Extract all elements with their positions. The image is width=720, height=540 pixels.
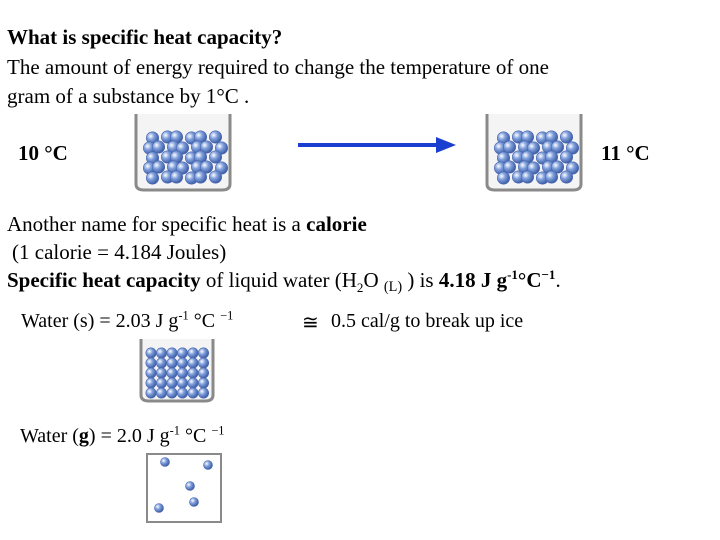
water-molecule bbox=[209, 131, 221, 143]
liquid-water-line bbox=[7, 268, 561, 296]
gas-unit-c: °C bbox=[179, 425, 212, 447]
water-molecule bbox=[146, 172, 158, 184]
phase-liquid: (L) bbox=[383, 279, 403, 295]
water-molecule bbox=[204, 461, 213, 470]
water-molecule bbox=[560, 131, 572, 143]
water-molecule bbox=[198, 348, 208, 358]
water-molecule bbox=[155, 504, 164, 513]
liquid-value: 4.18 J g bbox=[438, 268, 508, 292]
water-molecule bbox=[503, 141, 515, 153]
water-molecule bbox=[152, 141, 164, 153]
water-molecule bbox=[188, 358, 198, 368]
water-molecule bbox=[560, 151, 572, 163]
gas-exp-2: −1 bbox=[211, 423, 225, 438]
definition-line-2: gram of a substance by 1°C . bbox=[7, 84, 250, 108]
water-molecule bbox=[161, 458, 170, 467]
container-gas bbox=[145, 452, 223, 524]
gas-label-a: Water ( bbox=[20, 425, 79, 447]
definition-line-1: The amount of energy required to change the temperature of one bbox=[7, 55, 549, 79]
right-arrow-icon bbox=[298, 135, 458, 155]
water-molecule bbox=[167, 368, 177, 378]
temperature-end: 11 °C bbox=[601, 141, 650, 165]
water-molecule bbox=[146, 358, 156, 368]
question-heading: What is specific heat capacity? bbox=[7, 25, 283, 49]
specific-heat-term: Specific heat capacity bbox=[7, 268, 201, 292]
calorie-conversion: (1 calorie = 4.184 Joules) bbox=[12, 240, 227, 264]
water-molecule bbox=[521, 171, 533, 183]
water-molecule bbox=[156, 348, 166, 358]
water-molecule bbox=[177, 368, 187, 378]
water-molecule bbox=[167, 378, 177, 388]
gas-label-g: g bbox=[78, 425, 89, 447]
beaker-liquid-after bbox=[483, 112, 585, 192]
water-molecule bbox=[194, 171, 206, 183]
water-molecule bbox=[209, 171, 221, 183]
calorie-prefix: Another name for specific heat is a bbox=[7, 212, 307, 236]
calorie-term: calorie bbox=[306, 212, 367, 236]
water-molecule bbox=[198, 388, 208, 398]
water-molecule bbox=[146, 378, 156, 388]
liquid-unit-c: °C bbox=[517, 268, 542, 292]
water-molecule bbox=[156, 368, 166, 378]
water-molecule bbox=[177, 358, 187, 368]
liquid-exp-1: -1 bbox=[507, 267, 518, 282]
water-molecule bbox=[188, 378, 198, 388]
calorie-line bbox=[7, 212, 367, 237]
water-molecule bbox=[146, 388, 156, 398]
water-molecule bbox=[545, 171, 557, 183]
water-molecule bbox=[146, 368, 156, 378]
solid-exp-1: -1 bbox=[178, 308, 189, 323]
water-molecule bbox=[167, 358, 177, 368]
liquid-text-2: O bbox=[363, 268, 384, 292]
water-molecule bbox=[503, 161, 515, 173]
solid-water-line bbox=[21, 310, 233, 333]
water-molecule bbox=[198, 368, 208, 378]
water-molecule bbox=[167, 348, 177, 358]
liquid-end: . bbox=[555, 268, 561, 292]
subscript-2: 2 bbox=[356, 280, 364, 296]
water-molecule bbox=[156, 378, 166, 388]
water-molecule bbox=[152, 161, 164, 173]
gas-exp-1: -1 bbox=[169, 423, 180, 438]
water-molecule bbox=[188, 368, 198, 378]
gas-label-b: ) = 2.0 J g bbox=[88, 425, 170, 447]
liquid-text-1: of liquid water (H bbox=[200, 268, 357, 292]
solid-label: Water (s) = 2.03 J g bbox=[21, 310, 179, 332]
water-molecule bbox=[156, 358, 166, 368]
water-molecule bbox=[146, 348, 156, 358]
water-molecule bbox=[188, 388, 198, 398]
solid-exp-2: −1 bbox=[220, 308, 234, 323]
water-molecule bbox=[188, 348, 198, 358]
water-molecule bbox=[177, 378, 187, 388]
approx-symbol: ≅ bbox=[302, 312, 319, 334]
water-molecule bbox=[198, 378, 208, 388]
water-molecule bbox=[497, 172, 509, 184]
liquid-exp-2: −1 bbox=[541, 267, 556, 282]
arrow-head bbox=[436, 137, 456, 153]
water-molecule bbox=[198, 358, 208, 368]
water-molecule bbox=[177, 388, 187, 398]
water-molecule bbox=[186, 482, 195, 491]
ice-note: 0.5 cal/g to break up ice bbox=[331, 310, 524, 332]
temperature-start: 10 °C bbox=[18, 141, 68, 165]
water-molecule bbox=[560, 171, 572, 183]
water-molecule bbox=[170, 171, 182, 183]
water-molecule bbox=[156, 388, 166, 398]
beaker-ice bbox=[137, 337, 217, 403]
beaker-liquid-before bbox=[132, 112, 234, 192]
solid-unit-c: °C bbox=[188, 310, 221, 332]
gas-water-line bbox=[20, 425, 225, 448]
water-molecule bbox=[190, 498, 199, 507]
water-molecule bbox=[167, 388, 177, 398]
water-molecule bbox=[177, 348, 187, 358]
liquid-text-3: ) is bbox=[402, 268, 439, 292]
water-molecule bbox=[209, 151, 221, 163]
